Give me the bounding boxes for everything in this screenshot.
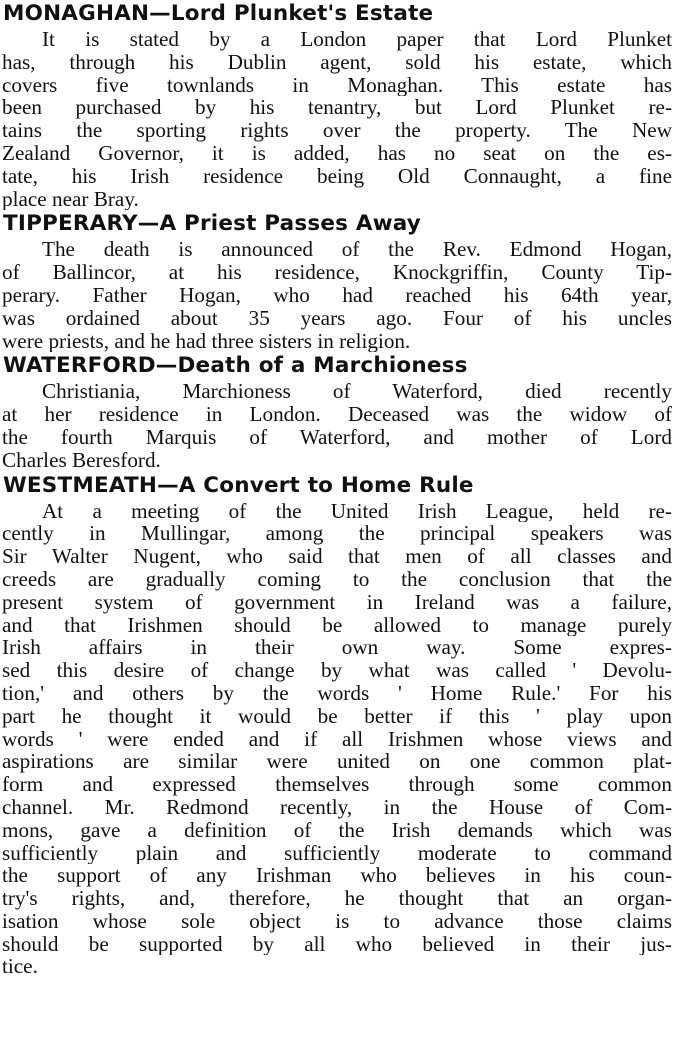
text-line: was ordained about 35 years ago. Four of his uncles — [2, 306, 672, 330]
section-heading: MONAGHAN—Lord Plunket's Estate — [3, 1, 434, 26]
text-line: channel. Mr. Redmond recently, in the House of Com- — [2, 795, 672, 819]
text-line: Christiania, Marchioness of Waterford, died recently — [42, 380, 672, 404]
text-line: words ' were ended and if all Irishmen whose views and — [2, 727, 672, 751]
text-line: The death is announced of the Rev. Edmond Hogan, — [42, 238, 672, 262]
text-line: At a meeting of the United Irish League, held re- — [42, 499, 672, 523]
section-waterford — [0, 352, 674, 471]
text-line: part he thought it would be better if this ' play upon — [2, 704, 672, 728]
section-heading: WESTMEATH—A Convert to Home Rule — [3, 472, 474, 498]
section-tipperary — [0, 210, 674, 352]
text-line: try's rights, and, therefore, he thought that an organ- — [2, 887, 672, 910]
text-line: form and expressed themselves through some common — [2, 773, 672, 796]
section-westmeath — [0, 472, 674, 979]
section-heading: WATERFORD—Death of a Marchioness — [3, 353, 468, 379]
section-body — [0, 28, 674, 210]
text-line: Irish affairs in their own way. Some expres- — [2, 636, 672, 660]
text-line: Charles Beresford. — [2, 448, 161, 472]
section-body — [0, 500, 674, 979]
text-line: tice. — [2, 955, 38, 979]
text-line: sufficiently plain and sufficiently moderate to command — [2, 841, 672, 865]
text-line: has, through his Dublin agent, sold his estate, which — [2, 50, 672, 74]
text-line: present system of government in Ireland was a failure, — [2, 590, 672, 614]
section-body — [0, 380, 674, 471]
text-line: sed this desire of change by what was called ' Devolu- — [2, 659, 672, 682]
section-monaghan — [0, 0, 674, 210]
section-body — [0, 238, 674, 352]
text-line: mons, gave a definition of the Irish demands which was — [2, 818, 672, 842]
text-line: tion,' and others by the words ' Home Rule.' For his — [2, 681, 672, 705]
text-line: the fourth Marquis of Waterford, and mother of Lord — [2, 425, 672, 449]
text-line: perary. Father Hogan, who had reached his 64th year, — [2, 283, 672, 307]
text-line: at her residence in London. Deceased was the widow of — [2, 403, 672, 426]
text-line: and that Irishmen should be allowed to manage purely — [2, 613, 672, 637]
text-line: cently in Mullingar, among the principal speakers was — [2, 522, 672, 546]
section-heading: TIPPERARY—A Priest Passes Away — [3, 211, 422, 237]
text-line: Zealand Governor, it is added, has no seat on the es- — [2, 141, 672, 165]
text-line: should be supported by all who believed in their jus- — [2, 932, 672, 956]
text-line: tains the sporting rights over the property. The New — [2, 119, 672, 142]
text-line: of Ballincor, at his residence, Knockgriffin, County Tip- — [2, 261, 672, 284]
text-line: isation whose sole object is to advance those claims — [2, 909, 672, 933]
text-line: the support of any Irishman who believes in his coun- — [2, 864, 672, 888]
text-line: creeds are gradually coming to the conclusion that the — [2, 567, 672, 591]
text-line: covers five townlands in Monaghan. This estate has — [2, 73, 672, 97]
text-line: aspirations are similar were united on one common plat- — [2, 750, 672, 774]
text-line: It is stated by a London paper that Lord Plunket — [42, 28, 672, 51]
text-line: were priests, and he had three sisters in religion. — [2, 329, 411, 353]
text-line: Sir Walter Nugent, who said that men of all classes and — [2, 545, 672, 568]
text-line: tate, his Irish residence being Old Connaught, a fine — [2, 164, 672, 188]
text-line: been purchased by his tenantry, but Lord Plunket re- — [2, 96, 672, 120]
text-line: place near Bray. — [2, 187, 139, 211]
